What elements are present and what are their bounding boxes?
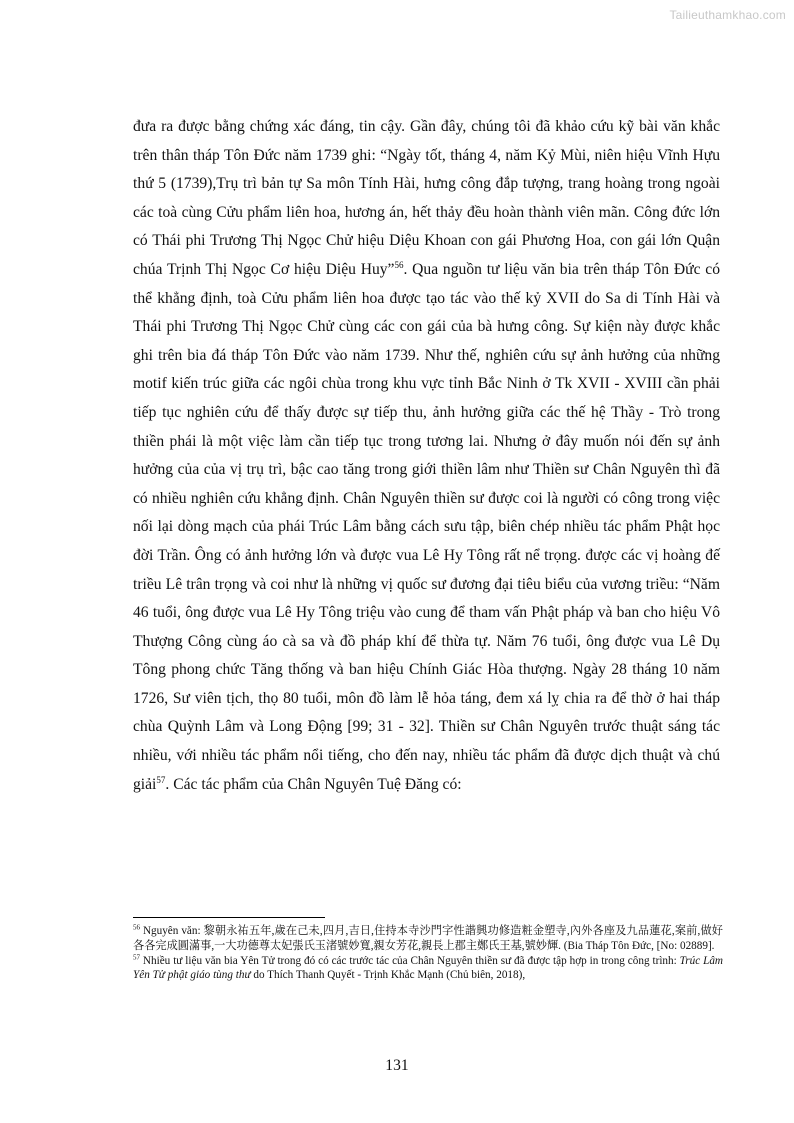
footnote-57-text-b: do Thích Thanh Quyết - Trịnh Khắc Mạnh (Chủ biên, 2018), [250, 969, 526, 982]
footnote-56 [133, 924, 723, 954]
footnote-ref-57[interactable]: 57 [156, 774, 166, 785]
body-segment-3: . Các tác phẩm của Chân Nguyên Tuệ Đăng có: [165, 775, 462, 793]
footnote-56-text: Nguyên văn: 黎朝永祐五年,歲在己未,四月,吉日,住持本寺沙門字性諧興功修造粧金塑寺,內外各座及九品蓮花,案前,做好各各完成圓滿事,一大功德尊太妃張氏玉渚號妙寬,親女芳花,親長上郡主鄭氏王基,號妙輝. (Bia Tháp Tôn Đức, [No: 02889]. [133, 925, 723, 952]
footnote-57-text-a: Nhiều tư liệu văn bia Yên Tử trong đó có các trước tác của Chân Nguyên thiền sư đã được tập hợp in trong công trình: [140, 954, 680, 967]
watermark: Tailieuthamkhao.com [669, 8, 786, 22]
footnote-57-book-title: Trúc Lâm Yên Tử phật giáo tùng thư [133, 954, 723, 982]
footnote-56-number: 56 [133, 923, 140, 932]
body-paragraph [133, 113, 720, 799]
footnotes [133, 924, 723, 983]
body-text [133, 113, 720, 799]
footnote-ref-56[interactable]: 56 [394, 259, 404, 270]
footnote-57-number: 57 [133, 952, 140, 961]
footnote-57 [133, 954, 723, 984]
body-segment-1: đưa ra được bằng chứng xác đáng, tin cậy. Gần đây, chúng tôi đã khảo cứu kỹ bài văn khắc trên thân tháp Tôn Đức năm 1739 ghi: “Ngày tốt, tháng 4, năm Kỷ Mùi, niên hiệu Vĩnh Hựu thứ 5 (1739),Trụ trì bản tự Sa môn Tính Hài, hưng công đắp tượng, trang hoàng trong ngoài các toà cùng Cửu phẩm liên hoa, hương án, hết thảy đều hoàn thành viên mãn. Công đức lớn có Thái phi Trương Thị Ngọc Chử hiệu Diệu Khoan con gái Phương Hoa, con gái lớn Quận chúa Trịnh Thị Ngọc Cơ hiệu Diệu Huy” [133, 118, 720, 278]
footnote-separator [133, 917, 325, 918]
page-number: 131 [385, 1057, 409, 1074]
body-segment-2: . Qua nguồn tư liệu văn bia trên tháp Tôn Đức có thể khẳng định, toà Cửu phẩm liên hoa được tạo tác vào thế kỷ XVII do Sa di Tính Hài và Thái phi Trương Thị Ngọc Chử cùng các con gái của bà hưng công. Sự kiện này được khắc ghi trên bia đá tháp Tôn Đức vào năm 1739. Như thế, nghiên cứu sự ảnh hưởng của những motif kiến trúc giữa các ngôi chùa trong khu vực tỉnh Bắc Ninh ở Tk XVII - XVIII cần phải tiếp tục nghiên cứu để thấy được sự tiếp thu, ảnh hưởng giữa các thế hệ Thầy - Trò trong thiền phái là một việc làm cần tiếp tục trong tương lai. Nhưng ở đây muốn nói đến sự ảnh hưởng của của vị trụ trì, bậc cao tăng trong giới thiền lâm như Thiền sư Chân Nguyên thì đã có nhiều nghiên cứu khẳng định. Chân Nguyên thiền sư được coi là người có công trong việc nối lại dòng mạch của phái Trúc Lâm bằng cách sưu tập, biên chép nhiều tác phẩm Phật học đời Trần. Ông có ảnh hưởng lớn và được vua Lê Hy Tông rất nể trọng. được các vị hoàng đế triều Lê trân trọng và coi như là những vị quốc sư đương đại tiêu biểu của vương triều: “Năm 46 tuổi, ông được vua Lê Hy Tông triệu vào cung để tham vấn Phật pháp và ban cho hiệu Vô Thượng Công cùng áo cà sa và đồ pháp khí để thừa tự. Năm 76 tuổi, ông được vua Lê Dụ Tông phong chức Tăng thống và ban hiệu Chính Giác Hòa thượng. Ngày 28 tháng 10 năm 1726, Sư viên tịch, thọ 80 tuổi, môn đồ làm lễ hỏa táng, đem xá lỵ chia ra để thờ ở hai tháp chùa Quỳnh Lâm và Long Động [99; 31 - 32]. Thiền sư Chân Nguyên trước thuật sáng tác nhiều, với nhiều tác phẩm nổi tiếng, cho đến nay, nhiều tác phẩm đã được dịch thuật và chú giải [133, 260, 720, 793]
